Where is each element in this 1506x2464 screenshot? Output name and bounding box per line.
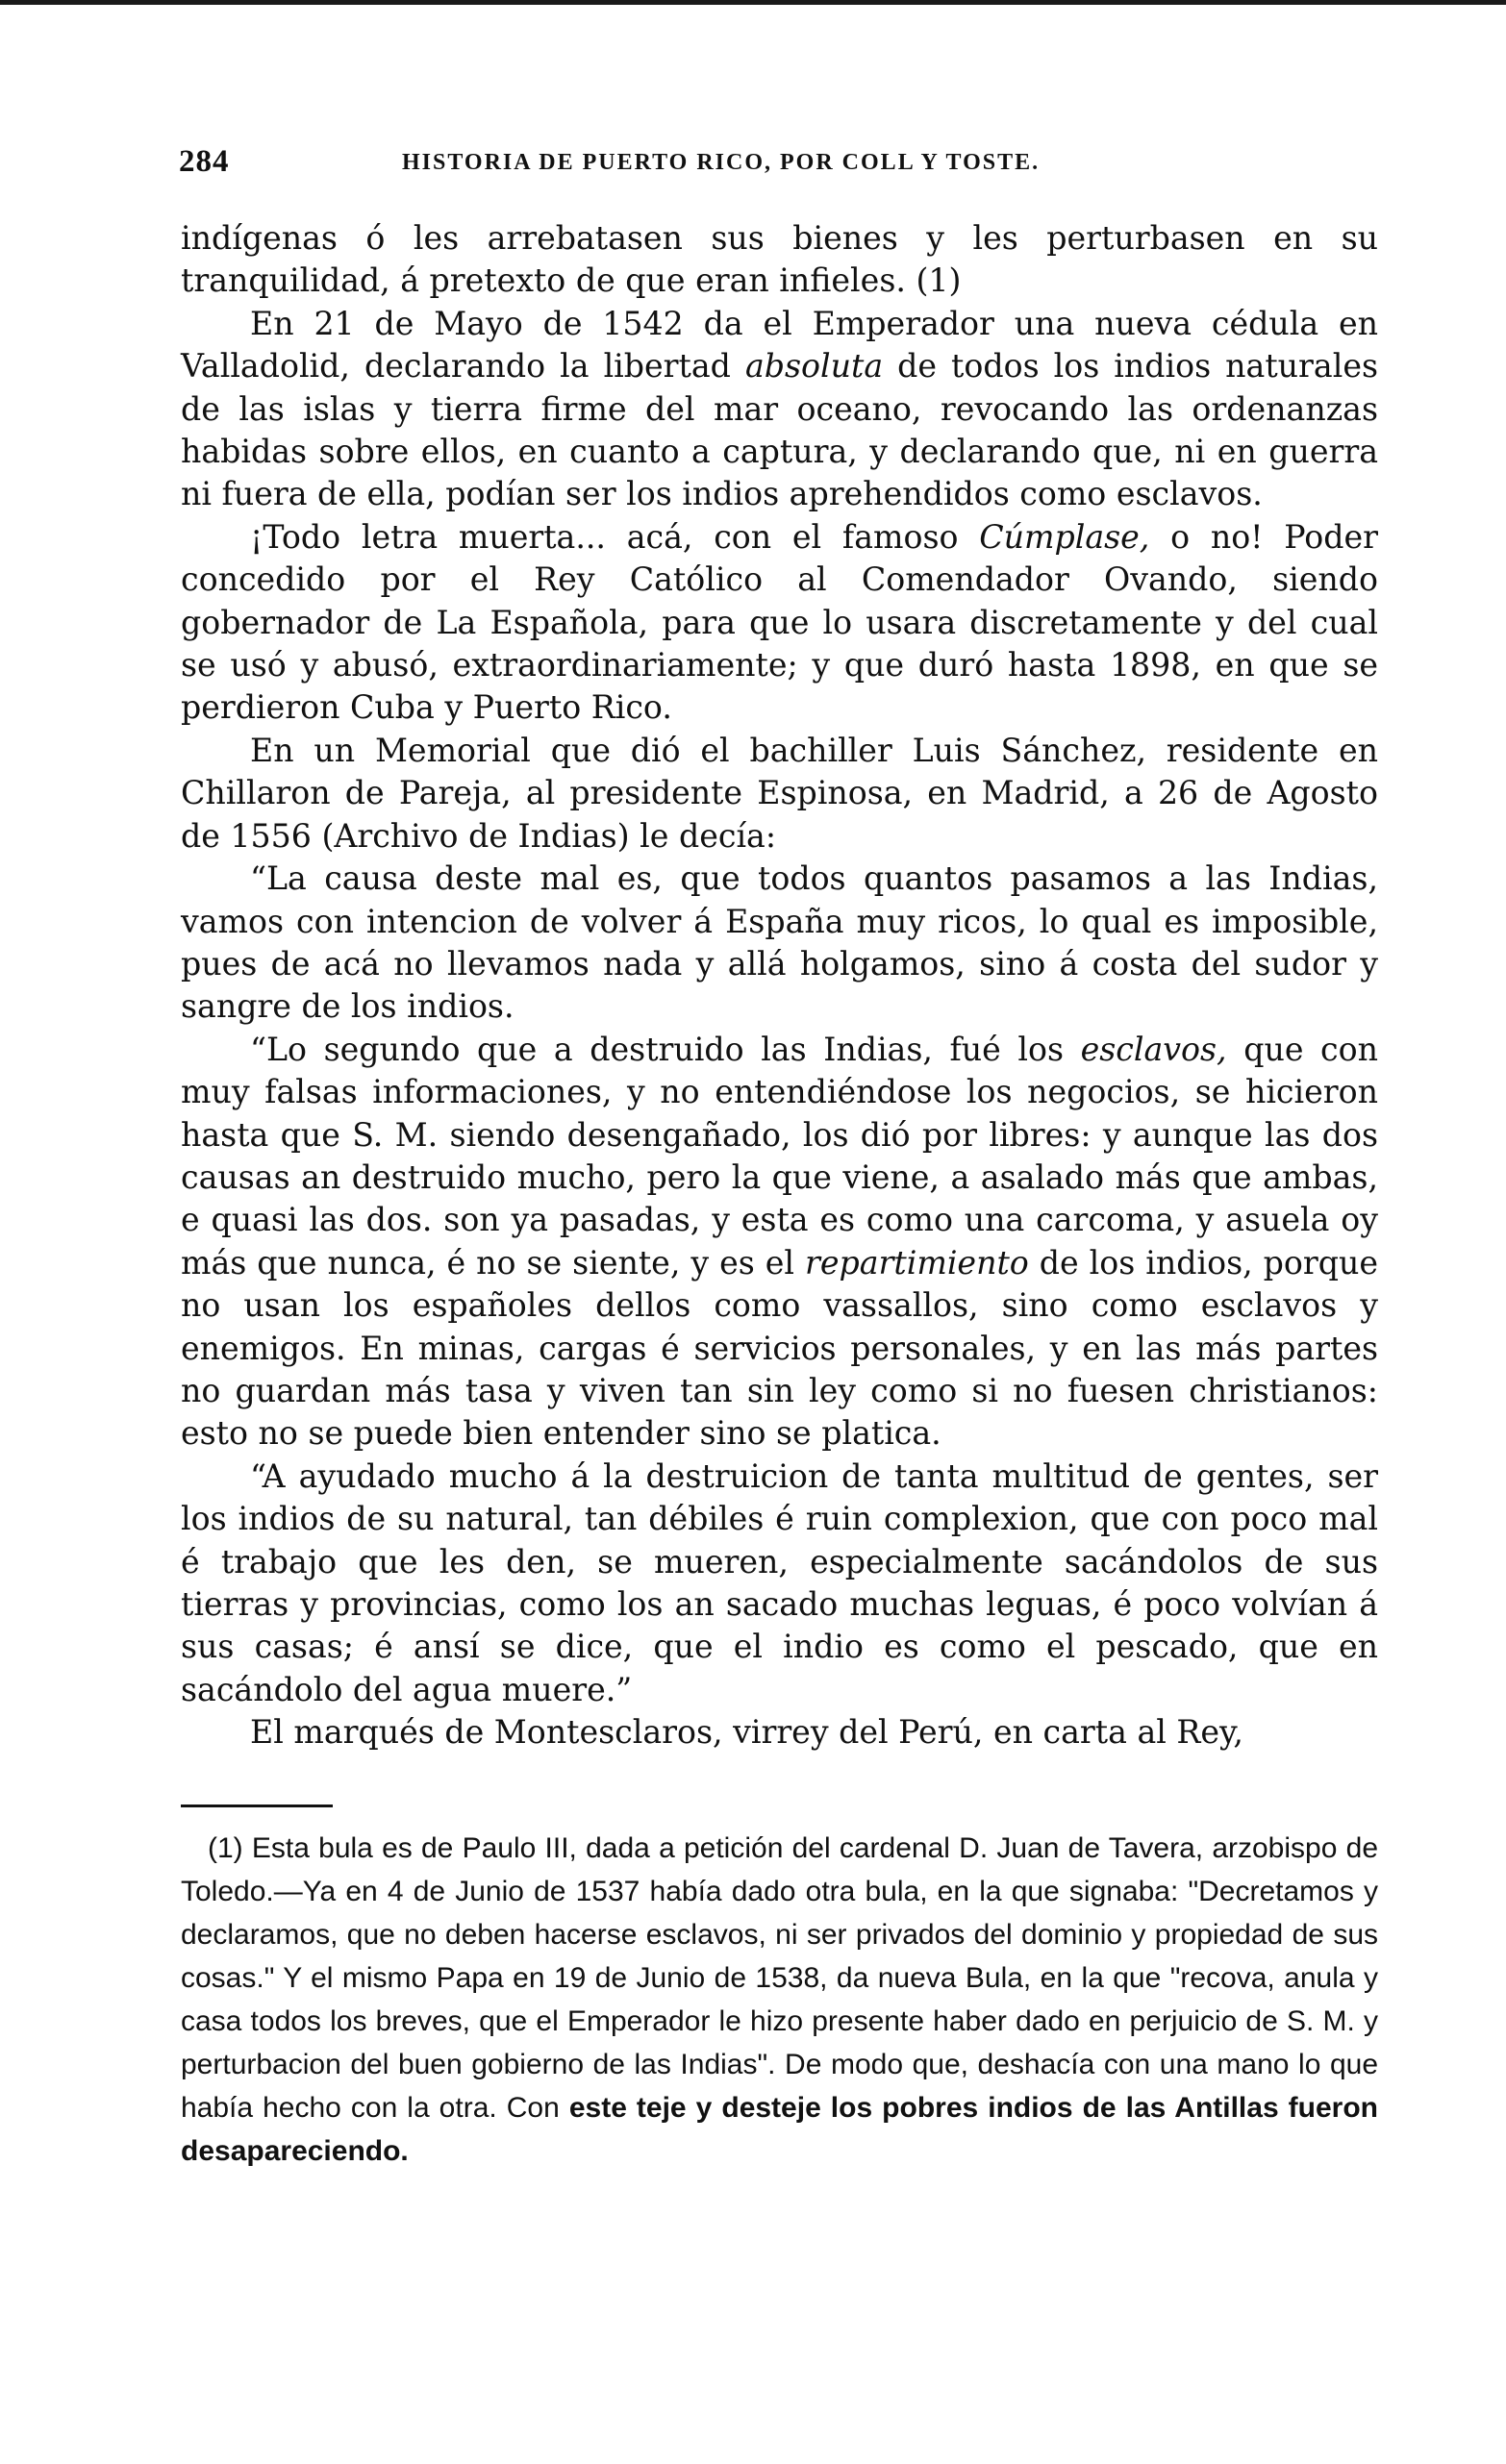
page-header: [181, 144, 1378, 188]
paragraph: [181, 303, 1378, 516]
footnote-divider: [181, 1804, 333, 1807]
paragraph-text: El marqués de Montesclaros, virrey del Perú, en carta al Rey,: [250, 1713, 1243, 1752]
footnote-text: [181, 1827, 1378, 2173]
top-edge-rule: [0, 0, 1506, 5]
quote-paragraph: [181, 1029, 1378, 1456]
quote-paragraph: [181, 858, 1378, 1029]
paragraph-text: de todos los indios naturales de las islas y tierra firme del mar oceano, revocando las ordenanzas habidas sobre ellos, en cuanto a captura, y declarando que, ni en guerra ni fuera de ella, podían ser los indios aprehendidos como esclavos.: [181, 347, 1378, 513]
body-text: [181, 217, 1378, 1755]
italic-word: repartimiento: [805, 1243, 1029, 1282]
footnote-body: (1) Esta bula es de Paulo III, dada a petición del cardenal D. Juan de Tavera, arzobispo de Toledo.—Ya en 4 de Junio de 1537 había dado otra bula, en la que signaba: "Decretamos y declaramos, que no deben hacerse esclavos, ni ser privados del dominio y propiedad de sus cosas." Y el mismo Papa en 19 de Junio de 1538, da nueva Bula, en la que "recova, anula y casa todos los breves, que el Emperador le hizo presente haber dado en perjuicio de S. M. y perturbacion del buen gobierno de las Indias". De modo que, deshacía con una mano lo que había hecho con la otra. Con: [181, 1831, 1378, 2124]
paragraph-text: En 21 de Mayo de 1542 da el Emperador una nueva cédula en Valladolid, declarando la libertad: [181, 304, 1378, 386]
footnote-end: este teje y desteje los pobres indios de las Antillas fueron desapareciendo.: [181, 2091, 1378, 2167]
italic-word: esclavos,: [1080, 1030, 1227, 1068]
paragraph-text: “Lo segundo que a destruido las Indias, fué los: [250, 1030, 1081, 1068]
paragraph: [181, 730, 1378, 858]
page-number: 284: [179, 144, 230, 179]
paragraph: [181, 516, 1378, 730]
paragraph-text: indígenas ó les arrebatasen sus bienes y les perturbasen en su tranquilidad, á pretexto de que eran infieles. (1): [181, 219, 1378, 300]
paragraph-text: En un Memorial que dió el bachiller Luis Sánchez, residente en Chillaron de Pareja, al presidente Espinosa, en Madrid, a 26 de Agosto de 1556 (Archivo de Indias) le decía:: [181, 731, 1378, 855]
paragraph: [181, 217, 1378, 303]
paragraph-text: “A ayudado mucho á la destruicion de tanta multitud de gentes, ser los indios de su natural, tan débiles é ruin complexion, que con poco mal é trabajo que les den, se mueren, especialmente sacándolos de sus tierras y provincias, como los an sacado muchas leguas, é poco volvían á sus casas; é ansí se dice, que el indio es como el pescado, que en sacándolo del agua muere.”: [181, 1456, 1378, 1708]
paragraph-text: que con muy falsas informaciones, y no entendiéndose los negocios, se hicieron hasta que S. M. siendo desengañado, los dió por libres: y aunque las dos causas an destruido mucho, pero la que viene, a asalado más que ambas, e quasi las dos. son ya pasadas, y esta es como una carcoma, y asuela oy más que nunca, é no se siente, y es el: [181, 1030, 1378, 1282]
italic-word: Cúmplase,: [979, 517, 1150, 556]
paragraph-text: o no! Poder concedido por el Rey Católico al Comendador Ovando, siendo gobernador de La Española, para que lo usara discretamente y del cual se usó y abusó, extraordinariamente; y que duró hasta 1898, en que se perdieron Cuba y Puerto Rico.: [181, 517, 1378, 727]
paragraph: [181, 1711, 1378, 1754]
paragraph-text: ¡Todo letra muerta... acá, con el famoso: [250, 517, 980, 556]
footnote: [181, 1827, 1378, 2173]
paragraph-text: “La causa deste mal es, que todos quantos pasamos a las Indias, vamos con intencion de volver á España muy ricos, lo qual es imposible, pues de acá no llevamos nada y allá holgamos, sino á costa del sudor y sangre de los indios.: [181, 859, 1378, 1026]
book-page: [181, 144, 1378, 2173]
paragraph-text: de los indios, porque no usan los españoles dellos como vassallos, sino como esclavos y enemigos. En minas, cargas é servicios personales, y en las más partes no guardan más tasa y viven tan sin ley como si no fuesen christianos: esto no se puede bien entender sino se platica.: [181, 1243, 1378, 1453]
italic-word: absoluta: [744, 347, 884, 386]
quote-paragraph: [181, 1456, 1378, 1711]
running-head: HISTORIA DE PUERTO RICO, POR COLL Y TOSTE.: [402, 150, 1041, 175]
